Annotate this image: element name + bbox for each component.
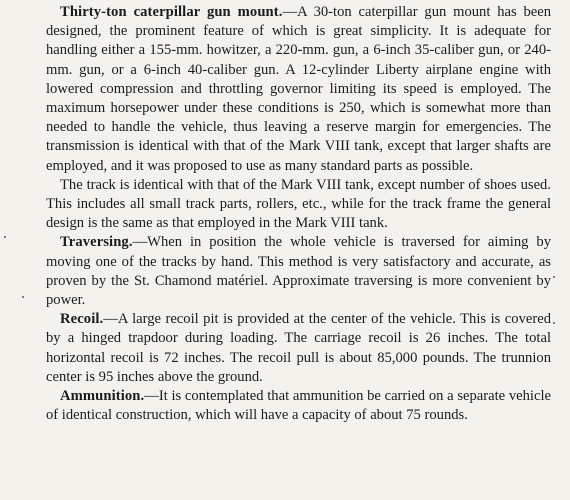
paragraph-traversing <box>46 233 551 310</box>
heading-traversing: Traversing. <box>60 234 133 251</box>
paragraph-gun-mount <box>46 3 551 176</box>
paragraph-track <box>46 176 551 234</box>
heading-ammunition: Ammunition. <box>60 388 145 405</box>
scan-speck <box>553 322 555 324</box>
heading-gun-mount: Thirty-ton caterpillar gun mount. <box>60 4 283 20</box>
body-gun-mount: —A 30-ton caterpillar gun mount has been designed, the prominent feature of which is great simplicity. It is adequate for handling either a 155-mm. howitzer, a 220-mm. gun, a 6-inch 35-caliber gun, or 240-mm. gun, or a 6-inch 40-caliber gun. A 12-cylinder Liberty airplane engine with lowered compression and throttling governor limiting its speed is employed. The maximum horsepower under these conditions is 250, which is somewhat more than needed to handle the vehicle, thus leaving a reserve margin for emergencies. The transmission is identical with that of the Mark VIII tank, except that larger shafts are employed, and it was proposed to use as many standard parts as possible. <box>46 4 551 174</box>
scan-speck <box>4 236 6 238</box>
body-track: The track is identical with that of the Mark VIII tank, except number of shoes used. This includes all small track parts, rollers, etc., while for the track frame the general design is the same as that employed in the Mark VIII tank. <box>46 176 551 232</box>
scan-speck <box>22 296 24 298</box>
paragraph-recoil <box>46 310 551 387</box>
heading-recoil: Recoil. <box>60 311 104 328</box>
document-text <box>46 3 551 425</box>
body-traversing: —When in position the whole vehicle is traversed for aiming by moving one of the tracks by hand. This method is very satisfactory and accurate, as proven by the St. Chamond matériel. Approximate traversing is more convenient by power. <box>46 234 551 309</box>
body-ammunition: —It is contemplated that ammunition be carried on a separate vehicle of identical construction, which will have a capacity of about 75 rounds. <box>46 388 551 424</box>
body-recoil: —A large recoil pit is provided at the center of the vehicle. This is covered by a hinged trapdoor during loading. The carriage recoil is 26 inches. The total horizontal recoil is 72 inches. The recoil pull is about 85,000 pounds. The trunnion center is 95 inches above the ground. <box>46 311 551 385</box>
scan-speck <box>553 276 555 278</box>
paragraph-ammunition <box>46 387 551 425</box>
